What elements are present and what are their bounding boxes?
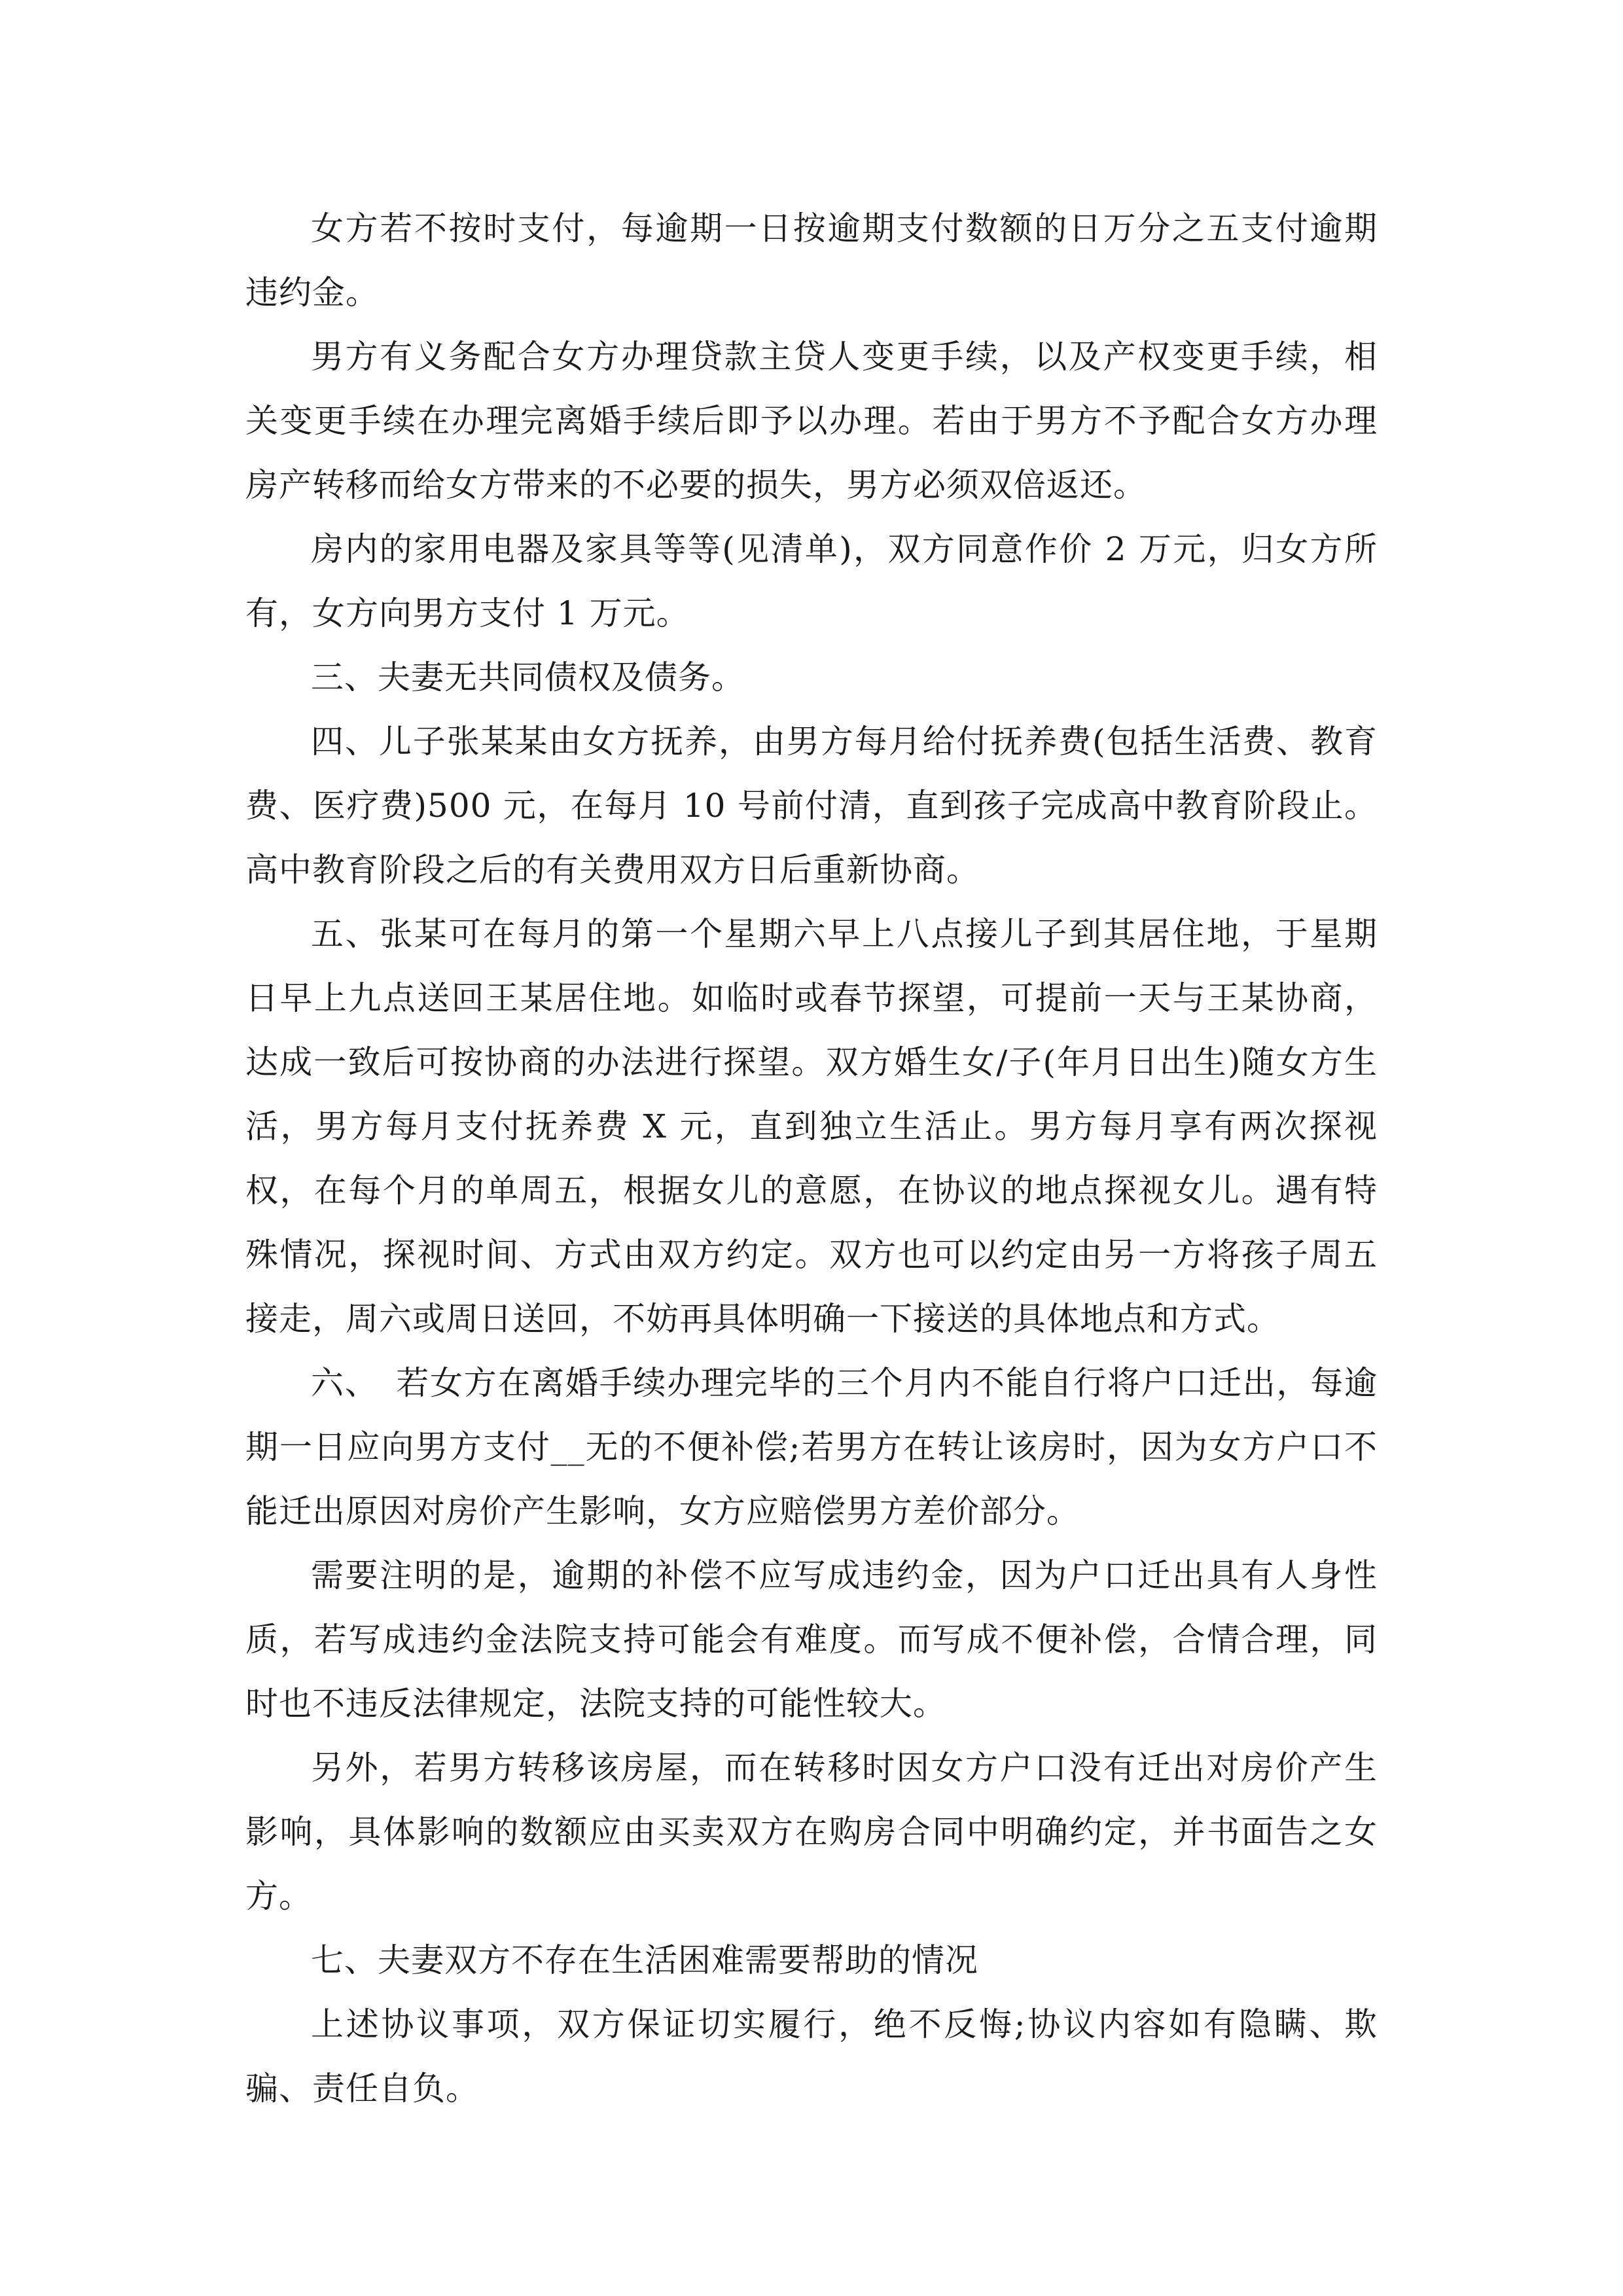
paragraph-note: 需要注明的是，逾期的补偿不应写成违约金，因为户口迁出具有人身性质，若写成违约金法院支持可能会有难度。而写成不便补偿，合情合理，同时也不违反法律规定，法院支持的可能性较大。 [245, 1556, 1378, 1723]
paragraph-clause-3: 三、夫妻无共同债权及债务。 [311, 658, 745, 696]
document-body [245, 196, 1378, 2121]
paragraph-closing: 上述协议事项，双方保证切实履行，绝不反悔;协议内容如有隐瞒、欺骗、责任自负。 [245, 2005, 1378, 2108]
paragraph-clause-6: 六、 若女方在离婚手续办理完毕的三个月内不能自行将户口迁出，每逾期一日应向男方支付__无的不便补偿;若男方在转让该房时，因为女方户口不能迁出原因对房价产生影响，女方应赔偿男方差价部分。 [245, 1364, 1378, 1530]
paragraph-clause-7: 七、夫妻双方不存在生活困难需要帮助的情况 [311, 1941, 978, 1979]
paragraph-late-payment: 女方若不按时支付，每逾期一日按逾期支付数额的日万分之五支付逾期违约金。 [245, 209, 1378, 312]
paragraph-clause-4: 四、儿子张某某由女方抚养，由男方每月给付抚养费(包括生活费、教育费、医疗费)500 元，在每月 10 号前付清，直到孩子完成高中教育阶段止。高中教育阶段之后的有关费用双方日后重新协商。 [245, 723, 1378, 889]
paragraph-additional: 另外，若男方转移该房屋，而在转移时因女方户口没有迁出对房价产生影响，具体影响的数额应由买卖双方在购房合同中明确约定，并书面告之女方。 [245, 1749, 1378, 1915]
paragraph-clause-5: 五、张某可在每月的第一个星期六早上八点接儿子到其居住地，于星期日早上九点送回王某居住地。如临时或春节探望，可提前一天与王某协商，达成一致后可按协商的办法进行探望。双方婚生女/子(年月日出生)随女方生活，男方每月支付抚养费 X 元，直到独立生活止。男方每月享有两次探视权，在每个月的单周五，根据女儿的意愿，在协议的地点探视女儿。遇有特殊情况，探视时间、方式由双方约定。双方也可以约定由另一方将孩子周五接走，周六或周日送回，不妨再具体明确一下接送的具体地点和方式。 [245, 915, 1378, 1338]
paragraph-loan-transfer: 男方有义务配合女方办理贷款主贷人变更手续，以及产权变更手续，相关变更手续在办理完离婚手续后即予以办理。若由于男方不予配合女方办理房产转移而给女方带来的不必要的损失，男方必须双倍返还。 [245, 338, 1378, 504]
paragraph-furniture: 房内的家用电器及家具等等(见清单)，双方同意作价 2 万元，归女方所有，女方向男方支付 1 万元。 [245, 530, 1378, 632]
